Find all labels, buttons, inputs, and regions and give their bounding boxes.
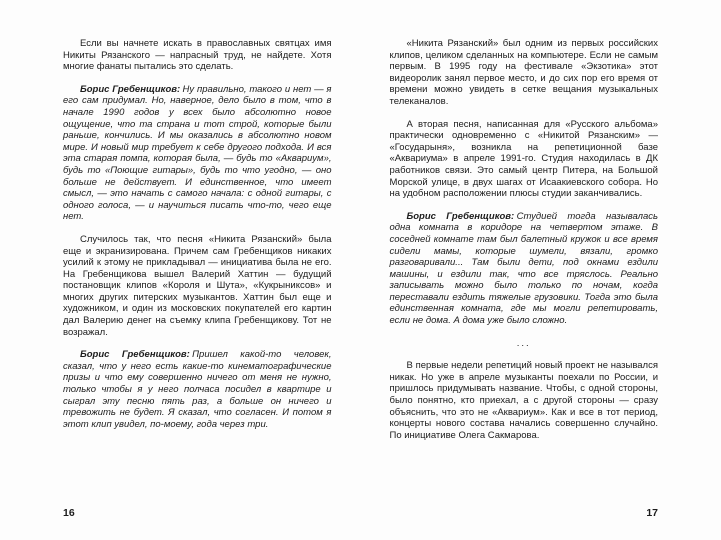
paragraph: Если вы начнете искать в православных святцах имя Никиты Рязанского — напрасный труд, не найдете. Хотя многие фанаты пытались это сделать.	[63, 38, 332, 73]
speaker-label: Борис Гребенщиков:	[80, 83, 181, 95]
quote-text: Студией тогда называлась одна комната в коридоре на четвертом этаже. В соседней комнате там был балетный кружок и все время сидели мамы, которые шумели, вязали, громко разговаривали... Там были дети, под окнами ездили машины, и ездили так, что все тряслось. Реально записывать можно было только по ночам, когда переставали ездить тяжелые грузовики. Тогда это была единственная комната, где мы могли репетировать, если не дома. А дома уже было сложно.	[389, 210, 659, 327]
paragraph: Случилось так, что песня «Никита Рязанский» была еще и экранизирована. Причем сам Гребенщиков никаких усилий к этому не прикладывал — инициатива была не его. На Гребенщикова вышел Валерий Хаттин — будущий постановщик клипов «Короля и Шута», «Кукрыниксов» и многих других питерских музыкантов. Хаттин был еще и художником, и один из московских покупателей его картин дал Валерию денег на съемку клипа Гребенщикову. Тот не возражал.	[63, 233, 332, 338]
page-left	[63, 38, 332, 540]
paragraph: А вторая песня, написанная для «Русского альбома» практически одновременно с «Никитой Рязанским» — «Государыня», возникла на репетиционной базе «Аквариума» в апреле 1991-го. Студия находилась в ДК работников связи. Это самый центр Питера, на Большой Морской улице, в двух шагах от Исаакиевского собора. Но на удобном расположении плюсы студии заканчивались.	[389, 118, 658, 200]
ellipsis-separator: ...	[516, 337, 531, 349]
quote-paragraph	[63, 349, 332, 430]
page-right	[390, 38, 659, 540]
quote-text: Пришел какой-то человек, сказал, что у него есть какие-то кинематографические призы и что ему совершенно ничего от меня не нужно, только чтобы я у него полчаса посидел в квартире и сыграл эту песню пять раз, а больше он ничего и тревожить не будет. Я сказал, что согласен. И потом я этот клип увидел, по-моему, года через три.	[63, 349, 332, 430]
page-number-left: 16	[63, 507, 75, 520]
quote-paragraph	[390, 211, 659, 327]
page-number-right: 17	[646, 507, 658, 520]
quote-text: Ну правильно, такого и нет — я его сам придумал. Но, наверное, дело было в том, что в начале 1990 годов у всех было абсолютно новое ощущение, что та страна и тот строй, которые были раньше, кончились. И мы оказались в абсолютно новом мире. И новый мир требует к себе другого подхода. И вся эта старая помпа, которая была, — будь то «Аквариум», будь то «Поющие гитары», будь то что угодно, — оно больше не действует. И единственное, что имеет смысл, — это начать с самого начала: с одной гитары, с одного голоса, — и научиться писать что-то, чего еще нет.	[63, 83, 332, 223]
speaker-label: Борис Гребенщиков:	[80, 349, 190, 361]
paragraph: В первые недели репетиций новый проект не назывался никак. Но уже в апреле музыканты поехали по России, и пришлось придумывать название. Чтобы, с одной стороны, было понятно, кто приехал, а с другой стороны — сразу объяснить, что это не «Аквариум». Как и все в тот период, концерты нового состава начались совершенно случайно. По инициативе Олега Сакмарова.	[389, 360, 658, 441]
paragraph: «Никита Рязанский» был одним из первых российских клипов, целиком сделанных на компьютере. Если не самым первым. В 1995 году на фестивале «Экзотика» этот видеоролик занял первое место, и до сих пор его время от времени можно увидеть в сетке вещания музыкальных телеканалов.	[389, 38, 658, 107]
quote-paragraph	[63, 84, 332, 223]
speaker-label: Борис Гребенщиков:	[406, 210, 515, 222]
